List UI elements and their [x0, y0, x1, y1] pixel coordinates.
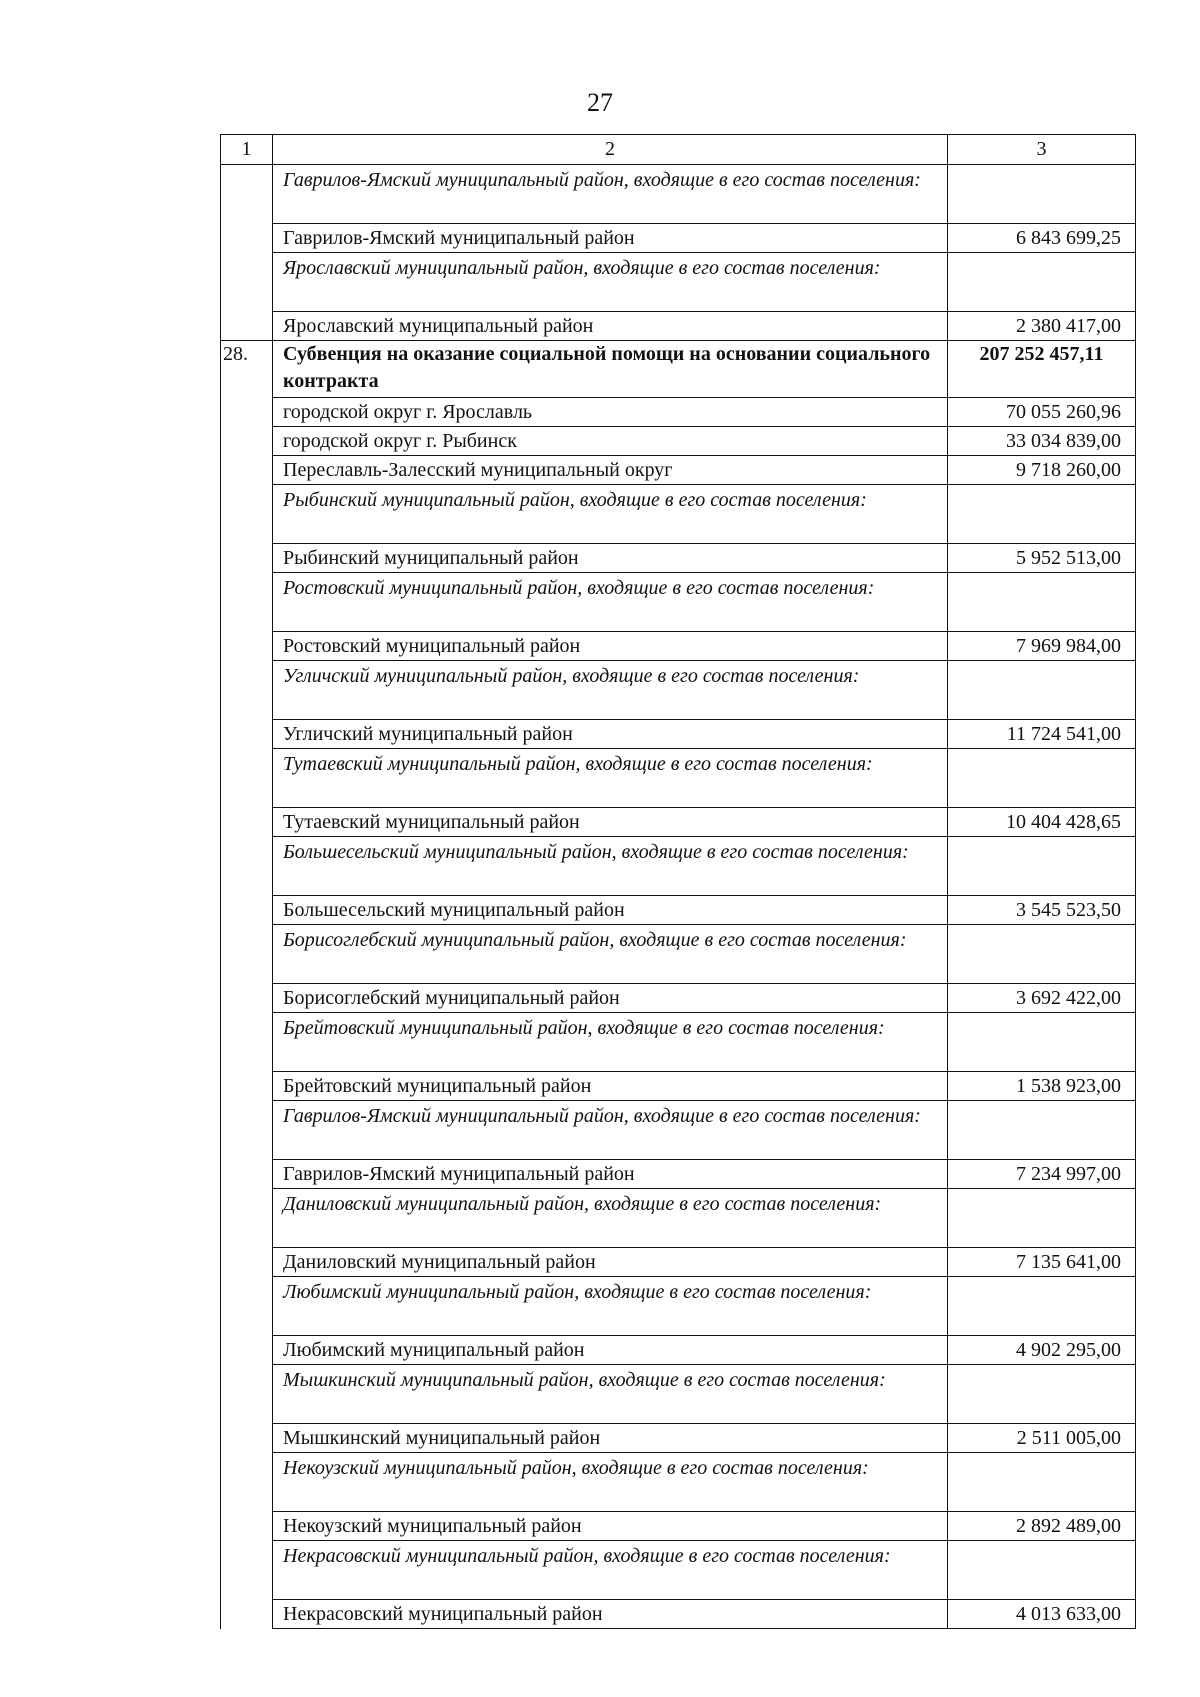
amount-cell	[948, 253, 1136, 312]
amount-cell	[948, 1541, 1136, 1600]
table-row	[221, 456, 1136, 485]
amount-cell	[948, 837, 1136, 896]
district-name: Гаврилов-Ямский муниципальный район	[273, 1160, 948, 1189]
amount-cell: 10 404 428,65	[948, 808, 1136, 837]
table-row	[221, 1072, 1136, 1101]
group-name: Угличский муниципальный район, входящие в его состав поселения:	[273, 661, 948, 720]
amount-cell	[948, 661, 1136, 720]
district-name: Мышкинский муниципальный район	[273, 1424, 948, 1453]
district-name: Брейтовский муниципальный район	[273, 1072, 948, 1101]
row-number-cell	[221, 544, 273, 573]
row-number-cell	[221, 661, 273, 720]
table-row	[221, 427, 1136, 456]
row-number-cell	[221, 573, 273, 632]
amount-cell	[948, 1277, 1136, 1336]
district-name: городской округ г. Ярославль	[273, 398, 948, 427]
page-number: 27	[587, 88, 613, 117]
group-name: Брейтовский муниципальный район, входящие в его состав поселения:	[273, 1013, 948, 1072]
row-number-cell	[221, 749, 273, 808]
group-header-row	[221, 253, 1136, 312]
row-number-cell	[221, 837, 273, 896]
group-name: Ярославский муниципальный район, входящие в его состав поселения:	[273, 253, 948, 312]
header-col-2: 2	[273, 135, 948, 165]
amount-cell	[948, 1365, 1136, 1424]
row-number-cell	[221, 1453, 273, 1512]
table-row	[221, 1160, 1136, 1189]
section-amount: 207 252 457,11	[948, 341, 1136, 398]
group-name: Даниловский муниципальный район, входящие в его состав поселения:	[273, 1189, 948, 1248]
amount-cell: 33 034 839,00	[948, 427, 1136, 456]
amount-cell: 6 843 699,25	[948, 224, 1136, 253]
group-header-row	[221, 1453, 1136, 1512]
table-row	[221, 1248, 1136, 1277]
district-name: Некоузский муниципальный район	[273, 1512, 948, 1541]
district-name: Большесельский муниципальный район	[273, 896, 948, 925]
group-header-row	[221, 837, 1136, 896]
row-number-cell	[221, 808, 273, 837]
amount-cell: 2 892 489,00	[948, 1512, 1136, 1541]
table-row	[221, 312, 1136, 341]
table-row	[221, 720, 1136, 749]
group-header-row	[221, 485, 1136, 544]
district-name: Переславль-Залесский муниципальный округ	[273, 456, 948, 485]
row-number-cell	[221, 1189, 273, 1248]
district-name: Тутаевский муниципальный район	[273, 808, 948, 837]
amount-cell: 4 902 295,00	[948, 1336, 1136, 1365]
row-number-cell	[221, 984, 273, 1013]
group-header-row	[221, 925, 1136, 984]
group-header-row	[221, 749, 1136, 808]
group-header-row	[221, 661, 1136, 720]
row-number-cell	[221, 1600, 273, 1629]
district-name: Некрасовский муниципальный район	[273, 1600, 948, 1629]
amount-cell: 5 952 513,00	[948, 544, 1136, 573]
row-number-cell	[221, 720, 273, 749]
amount-cell	[948, 749, 1136, 808]
row-number-cell	[221, 925, 273, 984]
district-name: городской округ г. Рыбинск	[273, 427, 948, 456]
table-header-row	[221, 135, 1136, 165]
amount-cell	[948, 925, 1136, 984]
row-number-cell	[221, 165, 273, 224]
group-name: Борисоглебский муниципальный район, входящие в его состав поселения:	[273, 925, 948, 984]
group-name: Гаврилов-Ямский муниципальный район, входящие в его состав поселения:	[273, 1101, 948, 1160]
district-name: Даниловский муниципальный район	[273, 1248, 948, 1277]
row-number-cell	[221, 1336, 273, 1365]
row-number-cell	[221, 1072, 273, 1101]
amount-cell	[948, 165, 1136, 224]
row-number-cell	[221, 632, 273, 661]
table-row	[221, 1424, 1136, 1453]
district-name: Любимский муниципальный район	[273, 1336, 948, 1365]
amount-cell	[948, 485, 1136, 544]
row-number-cell	[221, 1512, 273, 1541]
group-header-row	[221, 165, 1136, 224]
group-header-row	[221, 1365, 1136, 1424]
table-row	[221, 224, 1136, 253]
district-name: Ярославский муниципальный район	[273, 312, 948, 341]
header-col-1: 1	[221, 135, 273, 165]
row-number-cell	[221, 1160, 273, 1189]
amount-cell: 7 969 984,00	[948, 632, 1136, 661]
table-row	[221, 398, 1136, 427]
row-number-cell	[221, 253, 273, 312]
amount-cell	[948, 1453, 1136, 1512]
section-number: 28.	[221, 341, 273, 398]
row-number-cell	[221, 1277, 273, 1336]
table-row	[221, 808, 1136, 837]
row-number-cell	[221, 224, 273, 253]
district-name: Рыбинский муниципальный район	[273, 544, 948, 573]
header-col-3: 3	[948, 135, 1136, 165]
row-number-cell	[221, 1101, 273, 1160]
district-name: Гаврилов-Ямский муниципальный район	[273, 224, 948, 253]
amount-cell: 3 545 523,50	[948, 896, 1136, 925]
table-row	[221, 896, 1136, 925]
row-number-cell	[221, 427, 273, 456]
district-name: Ростовский муниципальный район	[273, 632, 948, 661]
amount-cell: 1 538 923,00	[948, 1072, 1136, 1101]
group-header-row	[221, 1101, 1136, 1160]
row-number-cell	[221, 312, 273, 341]
group-name: Некоузский муниципальный район, входящие в его состав поселения:	[273, 1453, 948, 1512]
group-name: Гаврилов-Ямский муниципальный район, входящие в его состав поселения:	[273, 165, 948, 224]
group-header-row	[221, 573, 1136, 632]
table-row	[221, 1512, 1136, 1541]
section-row	[221, 341, 1136, 398]
table-row	[221, 1336, 1136, 1365]
row-number-cell	[221, 1424, 273, 1453]
group-name: Тутаевский муниципальный район, входящие в его состав поселения:	[273, 749, 948, 808]
amount-cell	[948, 1101, 1136, 1160]
row-number-cell	[221, 456, 273, 485]
group-name: Большесельский муниципальный район, входящие в его состав поселения:	[273, 837, 948, 896]
row-number-cell	[221, 1248, 273, 1277]
table-row	[221, 544, 1136, 573]
amount-cell: 9 718 260,00	[948, 456, 1136, 485]
group-name: Мышкинский муниципальный район, входящие в его состав поселения:	[273, 1365, 948, 1424]
amount-cell: 2 511 005,00	[948, 1424, 1136, 1453]
group-header-row	[221, 1541, 1136, 1600]
amount-cell: 2 380 417,00	[948, 312, 1136, 341]
group-name: Некрасовский муниципальный район, входящие в его состав поселения:	[273, 1541, 948, 1600]
allocation-table	[220, 134, 1136, 1629]
group-name: Рыбинский муниципальный район, входящие в его состав поселения:	[273, 485, 948, 544]
amount-cell	[948, 1189, 1136, 1248]
group-name: Любимский муниципальный район, входящие в его состав поселения:	[273, 1277, 948, 1336]
amount-cell: 70 055 260,96	[948, 398, 1136, 427]
group-header-row	[221, 1277, 1136, 1336]
row-number-cell	[221, 398, 273, 427]
row-number-cell	[221, 896, 273, 925]
amount-cell: 3 692 422,00	[948, 984, 1136, 1013]
amount-cell: 7 135 641,00	[948, 1248, 1136, 1277]
amount-cell: 4 013 633,00	[948, 1600, 1136, 1629]
table-row	[221, 632, 1136, 661]
row-number-cell	[221, 1013, 273, 1072]
table-row	[221, 984, 1136, 1013]
district-name: Угличский муниципальный район	[273, 720, 948, 749]
amount-cell	[948, 573, 1136, 632]
group-header-row	[221, 1013, 1136, 1072]
row-number-cell	[221, 485, 273, 544]
amount-cell: 11 724 541,00	[948, 720, 1136, 749]
district-name: Борисоглебский муниципальный район	[273, 984, 948, 1013]
amount-cell	[948, 1013, 1136, 1072]
group-name: Ростовский муниципальный район, входящие в его состав поселения:	[273, 573, 948, 632]
row-number-cell	[221, 1365, 273, 1424]
table-body	[221, 135, 1136, 1629]
amount-cell: 7 234 997,00	[948, 1160, 1136, 1189]
section-title: Субвенция на оказание социальной помощи на основании социального контракта	[273, 341, 948, 398]
group-header-row	[221, 1189, 1136, 1248]
row-number-cell	[221, 1541, 273, 1600]
table-row	[221, 1600, 1136, 1629]
